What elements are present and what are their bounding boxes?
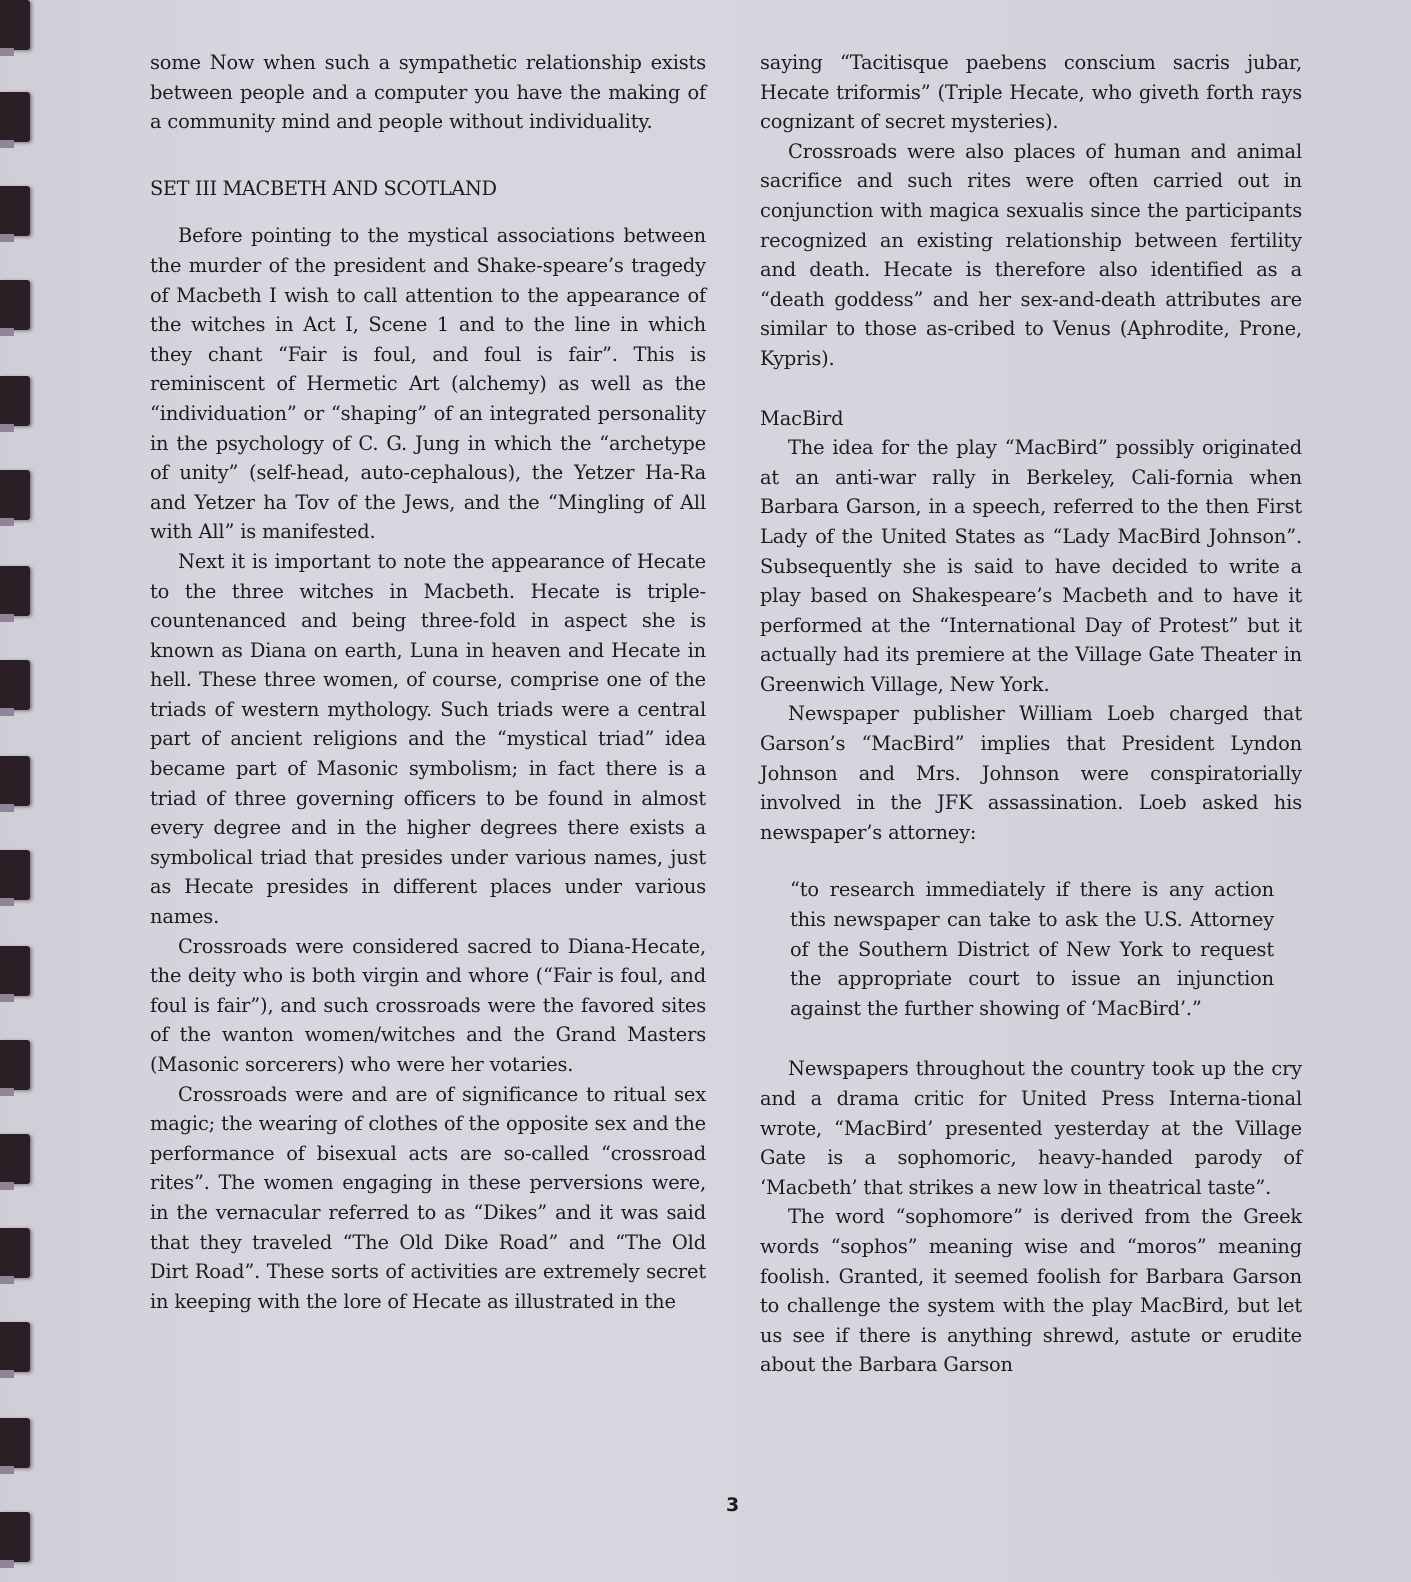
binding-ring bbox=[0, 756, 30, 806]
continued-paragraph: some Now when such a sympathetic relationship exists between people and a computer you have the making of a community mind and people without individuality. bbox=[150, 51, 706, 134]
body-paragraph: Crossroads were and are of significance to ritual sex magic; the wearing of clothes of the opposite sex and the performance of bisexual acts are so-called “crossroad rites”. The women engaging in these perversions were, in the vernacular referred to as “Dikes” and it was said that they traveled “The Old Dike Road” and “The Old Dirt Road”. These sorts of activities are extremely secret in keeping with the lore of Hecate as illustrated in the bbox=[150, 1082, 706, 1313]
binding-ring bbox=[0, 186, 30, 236]
spiral-binding bbox=[0, 0, 36, 1582]
binding-ring bbox=[0, 1322, 30, 1372]
body-paragraph: Crossroads were considered sacred to Diana-Hecate, the deity who is both virgin and whore (“Fair is foul, and foul is fair”), and such crossroads were the favored sites of the wanton women/witches and the Grand Masters (Masonic sorcerers) who were her votaries. bbox=[150, 934, 706, 1076]
binding-ring bbox=[0, 946, 30, 996]
body-paragraph: The word “sophomore” is derived from the Greek words “sophos” meaning wise and “moros” meaning foolish. Granted, it seemed foolish for Barbara Garson to challenge the system with the play MacBird, but let us see if there is anything shrewd, astute or erudite about the Barbara Garson bbox=[760, 1205, 1302, 1377]
right-column bbox=[760, 48, 1302, 1380]
binding-ring bbox=[0, 1134, 30, 1184]
subheading-macbird: MacBird bbox=[760, 406, 844, 430]
block-quote bbox=[790, 875, 1274, 1023]
binding-ring bbox=[0, 566, 30, 616]
binding-ring bbox=[0, 660, 30, 710]
binding-ring bbox=[0, 280, 30, 330]
body-paragraph: The idea for the play “MacBird” possibly originated at an anti-war rally in Berkeley, Cali-fornia when Barbara Garson, in a speech, referred to the then First Lady of the United States as “Lady MacBird Johnson”. Subsequently she is said to have decided to write a play based on Shakespeare’s Macbeth and to have it performed at the “International Day of Protest” but it actually had its premiere at the Village Gate Theater in Greenwich Village, New York. bbox=[760, 436, 1302, 696]
binding-ring bbox=[0, 850, 30, 900]
quote-text: “to research immediately if there is any action this newspaper can take to ask the U.S. Attorney of the Southern District of New York to request the appropriate court to issue an injunction against the further showing of ‘MacBird’.” bbox=[790, 878, 1274, 1020]
binding-ring bbox=[0, 0, 30, 50]
binding-ring bbox=[0, 1040, 30, 1090]
binding-ring bbox=[0, 92, 30, 142]
body-paragraph: Before pointing to the mystical associations between the murder of the president and Shake-speare’s tragedy of Macbeth I wish to call attention to the appearance of the witches in Act I, Scene 1 and to the line in which they chant “Fair is foul, and foul is fair”. This is reminiscent of Hermetic Art (alchemy) as well as the “individuation” or “shaping” of an integrated personality in the psychology of C. G. Jung in which the “archetype of unity” (self-head, auto-cephalous), the Yetzer Ha-Ra and Yetzer ha Tov of the Jews, and the “Mingling of All with All” is manifested. bbox=[150, 224, 706, 544]
body-paragraph: Next it is important to note the appearance of Hecate to the three witches in Macbeth. Hecate is triple-countenanced and being three-fold in aspect she is known as Diana on earth, Luna in heaven and Hecate in hell. These three women, of course, comprise one of the triads of western mythology. Such triads were a central part of ancient religions and the “mystical triad” idea became part of Masonic symbolism; in fact there is a triad of three governing officers to be found in almost every degree and in the higher degrees there exists a symbolical triad that presides under various names, just as Hecate presides in different places under various names. bbox=[150, 549, 706, 929]
left-column bbox=[150, 48, 706, 1316]
binding-ring bbox=[0, 470, 30, 520]
binding-ring bbox=[0, 1228, 30, 1278]
page-number: 3 bbox=[726, 1494, 740, 1516]
section-heading: SET III MACBETH AND SCOTLAND bbox=[150, 176, 497, 200]
continued-paragraph: saying “Tacitisque paebens conscium sacris jubar, Hecate triformis” (Triple Hecate, who giveth forth rays cognizant of secret mysteries). bbox=[760, 51, 1302, 134]
binding-ring bbox=[0, 1418, 30, 1468]
body-paragraph: Crossroads were also places of human and animal sacrifice and such rites were often carried out in conjunction with magica sexualis since the participants recognized an existing relationship between fertility and death. Hecate is therefore also identified as a “death goddess” and her sex-and-death attributes are similar to those as-cribed to Venus (Aphrodite, Prone, Kypris). bbox=[760, 139, 1302, 370]
binding-ring bbox=[0, 376, 30, 426]
binding-ring bbox=[0, 1512, 30, 1562]
body-paragraph: Newspapers throughout the country took up the cry and a drama critic for United Press Interna-tional wrote, “MacBird’ presented yesterday at the Village Gate is a sophomoric, heavy-handed parody of ‘Macbeth’ that strikes a new low in theatrical taste”. bbox=[760, 1057, 1302, 1199]
body-paragraph: Newspaper publisher William Loeb charged that Garson’s “MacBird” implies that President Lyndon Johnson and Mrs. Johnson were conspiratorially involved in the JFK assassination. Loeb asked his newspaper’s attorney: bbox=[760, 702, 1302, 844]
